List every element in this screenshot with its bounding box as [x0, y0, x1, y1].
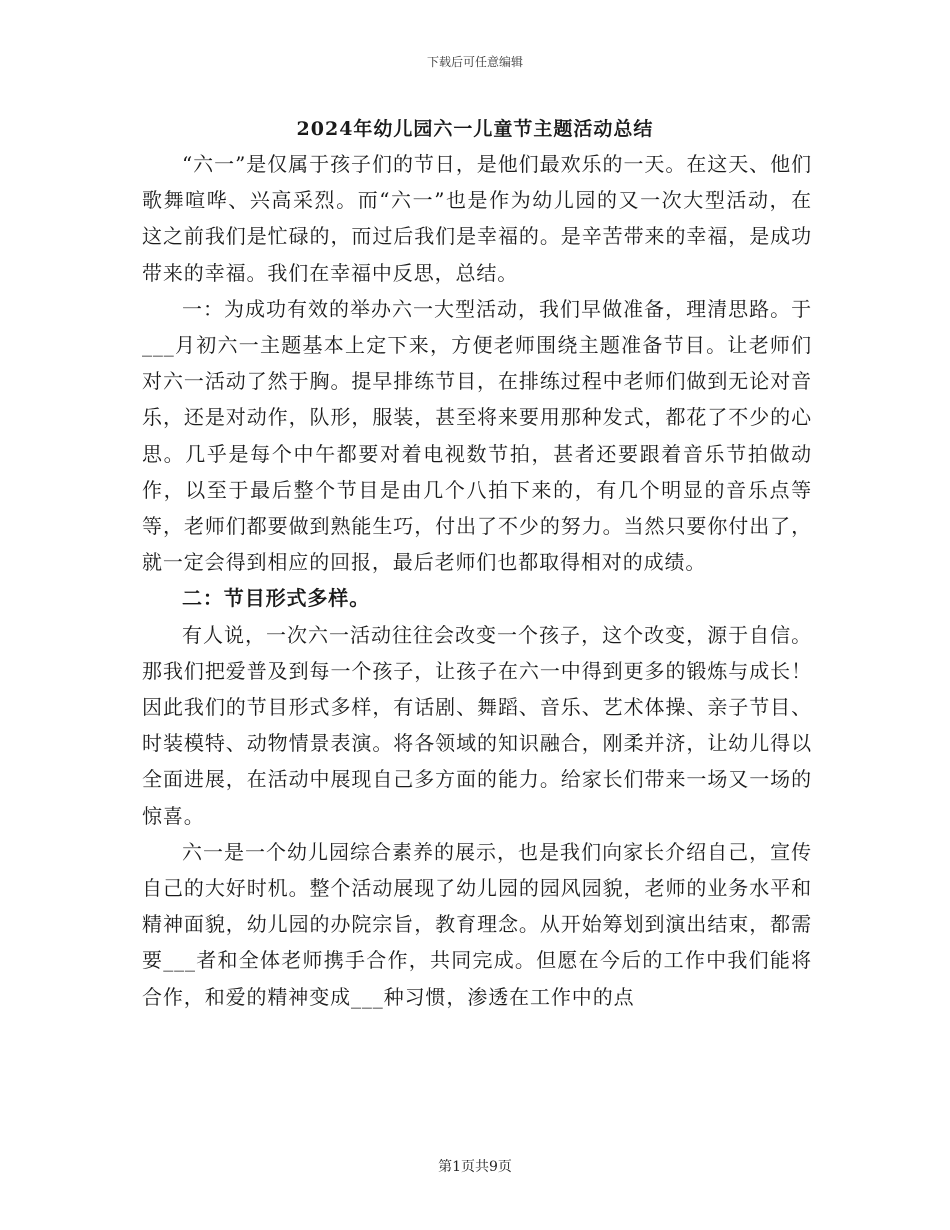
document-body — [142, 146, 812, 1015]
document-title: 2024年幼儿园六一儿童节主题活动总结 — [296, 118, 654, 140]
header-note: 下载后可任意编辑 — [426, 55, 523, 69]
paragraph-showcase: 六一是一个幼儿园综合素养的展示，也是我们向家长介绍自己，宣传自己的大好时机。整个活动展现了幼儿园的园风园貌，老师的业务水平和精神面貌，幼儿园的办院宗旨，教育理念。从开始筹划到演出结束，都需要___者和全体老师携手合作，共同完成。但愿在今后的工作中我们能将合作，和爱的精神变成___种习惯，渗透在工作中的点 — [142, 839, 812, 1009]
paragraph-intro: “六一”是仅属于孩子们的节日，是他们最欢乐的一天。在这天、他们歌舞喧哗、兴高采烈。而“六一”也是作为幼儿园的又一次大型活动，在这之前我们是忙碌的，而过后我们是幸福的。是辛苦带来的幸福，是成功带来的幸福。我们在幸福中反思，总结。 — [142, 152, 812, 285]
page-indicator: 第1页共9页 — [438, 1159, 512, 1175]
section-heading-two: 二：节目形式多样。 — [182, 586, 371, 611]
paragraph-program-forms: 有人说，一次六一活动往往会改变一个孩子，这个改变，源于自信。那我们把爱普及到每一个孩子，让孩子在六一中得到更多的锻炼与成长！因此我们的节目形式多样，有话剧、舞蹈、音乐、艺术体操、亲子节目、时装模特、动物情景表演。将各领域的知识融合，刚柔并济，让幼儿得以全面进展，在活动中展现自己多方面的能力。给家长们带来一场又一场的惊喜。 — [142, 622, 812, 828]
paragraph-section-one: 一：为成功有效的举办六一大型活动，我们早做准备，理清思路。于___月初六一主题基本上定下来，方便老师围绕主题准备节目。让老师们对六一活动了然于胸。提早排练节目，在排练过程中老师们做到无论对音乐，还是对动作，队形，服装，甚至将来要用那种发式，都花了不少的心思。几乎是每个中午都要对着电视数节拍，甚者还要跟着音乐节拍做动作，以至于最后整个节目是由几个八拍下来的，有几个明显的音乐点等等，老师们都要做到熟能生巧，付出了不少的努力。当然只要你付出了，就一定会得到相应的回报，最后老师们也都取得相对的成绩。 — [142, 296, 812, 575]
